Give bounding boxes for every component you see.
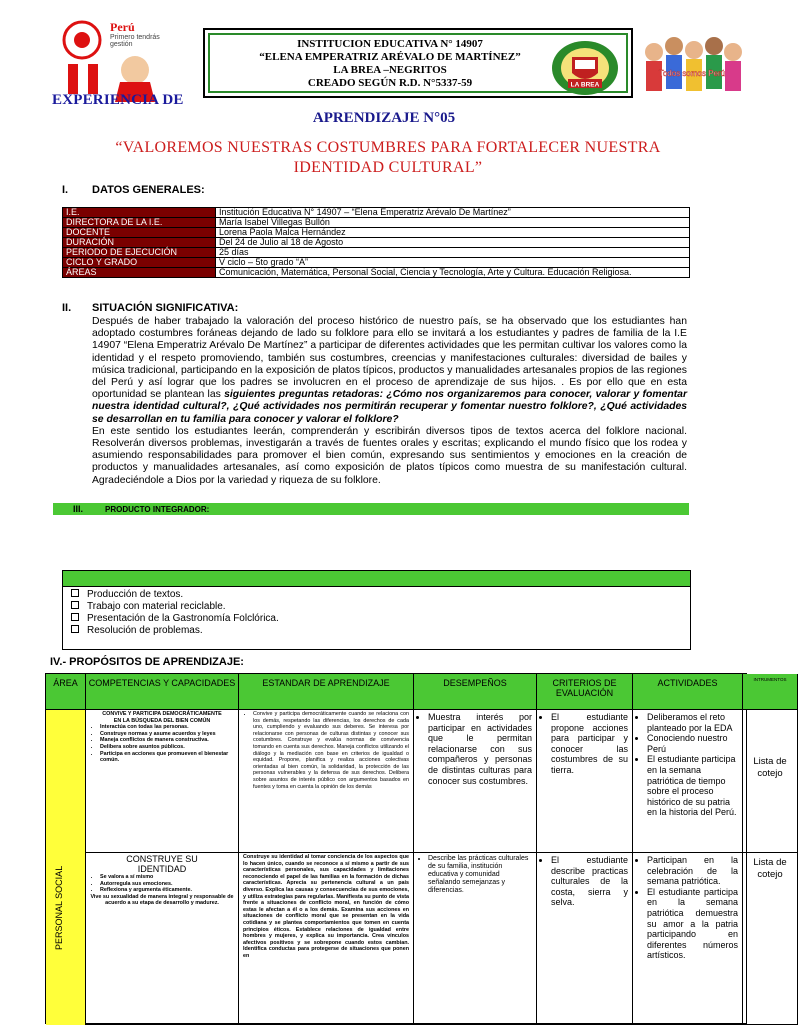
page-title: “VALOREMOS NUESTRAS COSTUMBRES PARA FORTALECER NUESTRA IDENTIDAD CULTURAL” [115, 139, 661, 176]
propositos-table [45, 673, 787, 1024]
datos-value: Institución Educativa N° 14907 – “Elena Emperatriz Arévalo De Martínez” [216, 208, 690, 218]
competencia-cell [86, 853, 239, 1025]
datos-key: CICLO Y GRADO [63, 258, 216, 268]
col-header-instrumentos: INTRUMENTOS [743, 674, 798, 710]
col-header-actividades: ACTIVIDADES [633, 674, 743, 710]
area-name: PERSONAL SOCIAL [54, 865, 64, 950]
datos-key: PERIODO DE EJECUCIÓN [63, 248, 216, 258]
preguntas-retadoras: siguientes preguntas retadoras: ¿Cómo nos organizaremos para conocer, valorar y fomentar nuestra identidad cultural?, ¿Qué actividades nos permitirán recuperar y fomentar nuestro folklore?, ¿Qué actividades se desarrollan en tu familia para conocer y valorar el folklore? [92, 389, 688, 425]
criterio-list [541, 855, 628, 908]
situacion-text [92, 316, 687, 487]
list-item: Producción de textos. [71, 589, 690, 601]
datos-key: ÁREAS [63, 268, 216, 278]
school-line: “ELENA EMPERATRIZ ARÉVALO DE MARTÍNEZ” [259, 51, 521, 63]
list-item: • Construye normas y asume acuerdos y leyes [100, 731, 234, 738]
school-line: INSTITUCION EDUCATIVA N° 14907 [297, 38, 483, 50]
producto-integrador-bar [53, 503, 689, 515]
table-row [63, 248, 690, 258]
col-header-estandar: ESTANDAR DE APRENDIZAJE [239, 674, 414, 710]
section-label: SITUACIÓN SIGNIFICATIVA: [92, 302, 239, 314]
capacidad-text: Vive su sexualidad de manera integral y responsable de acuerdo a su etapa de desarrollo y madurez. [90, 893, 234, 907]
situacion-paragraph: Después de haber trabajado la valoración del proceso histórico de nuestro país, se ha observado que los estudiantes han adoptado costumbres foráneas dejando de lado su folklore para ello se invitará a los estudiantes y padres de familia de la I.E 14907 “Elena Emperatriz Arévalo De Martínez” a participar de diferentes actividades que les permitan cultivar los valores como la identidad y el respeto promoviendo, también sus costumbres, creencias y manifestaciones culturales: diversidad de bailes y música tradicional, participando en la exposición de platos típicos, productos y manualidades artesanales propios de las regiones del Perú y así lograr que los padres se involucren en el proceso de aprendizaje de sus hijos. . Es por ello que en esta oportunidad se plantean las [92, 316, 687, 401]
list-item: • Deliberamos el reto planteado por la EDA [647, 712, 738, 733]
school-info [230, 38, 550, 90]
peru-logo-subtitle: Primero tendrás gestión [110, 34, 160, 48]
school-logo [550, 39, 620, 97]
competencia-cell [86, 710, 239, 853]
kids-caption: Todos somos Perú [658, 69, 726, 78]
desempeno-cell [414, 710, 537, 853]
table-row [63, 268, 690, 278]
children-icon [640, 30, 745, 102]
table-row [63, 218, 690, 228]
kids-illustration [640, 30, 745, 102]
table-row [63, 228, 690, 238]
instrumento-cell: Lista de cotejo [743, 710, 798, 853]
actividades-list [637, 855, 738, 961]
section-number: III. [73, 504, 84, 514]
capacidades-list [90, 724, 234, 764]
section-situacion-heading [62, 302, 238, 314]
criterio-cell [537, 853, 633, 1025]
desempeno-list [418, 855, 532, 895]
datos-value: Lorena Paola Malca Hernández [216, 228, 690, 238]
col-header-criterios: CRITERIOS DE EVALUACIÓN [537, 674, 633, 710]
section-number: I. [62, 184, 69, 196]
school-line: CREADO SEGÚN R.D. N°5337-59 [307, 77, 473, 89]
criterio-text: • El estudiante propone acciones para participar y conocer las costumbres de su tierra. [551, 712, 628, 776]
list-item: • Participa en acciones que promueven el bienestar común. [100, 751, 234, 764]
datos-value: V ciclo – 5to grado “A” [216, 258, 690, 268]
experiencia-label: EXPERIENCIA DE [52, 92, 184, 108]
datos-value: María Isabel Villegas Bullón [216, 218, 690, 228]
aprendizaje-number: APRENDIZAJE N°05 [312, 110, 456, 126]
section-datos-heading [62, 184, 205, 196]
school-header [203, 28, 633, 98]
criterio-list [541, 712, 628, 776]
competencia-title: CONSTRUYE SU IDENTIDAD [126, 854, 198, 874]
productos-header-bar [63, 571, 690, 587]
datos-value: Comunicación, Matemática, Personal Social, Ciencia y Tecnología, Arte y Cultura. Educación Religiosa. [216, 268, 690, 278]
list-item: • Participan en la celebración de la semana patriótica. [647, 855, 738, 887]
list-item: Trabajo con material reciclable. [71, 601, 690, 613]
datos-key: I.E. [63, 208, 216, 218]
desempeno-list [418, 712, 532, 786]
actividades-cell [633, 710, 743, 853]
datos-value: 25 días [216, 248, 690, 258]
instrumento-cell: Lista de cotejo [743, 853, 798, 1025]
list-item: • El estudiante participa en la semana patriótica de tiempo sobre el proceso histórico de su patria en la historia del Perú. [647, 754, 738, 818]
desempeno-text: • Describe las prácticas culturales de su familia, institución educativa y comunidad señalando semejanzas y diferencias. [428, 855, 532, 895]
list-item: Resolución de problemas. [71, 625, 690, 637]
list-item: • Se valora a sí mismo [100, 874, 234, 881]
school-logo-text: LA BREA [570, 81, 600, 89]
productos-box [62, 570, 691, 650]
datos-key: DIRECTORA DE LA I.E. [63, 218, 216, 228]
peru-logo-title: Perú [110, 20, 135, 34]
school-crest-icon [550, 39, 620, 97]
table-row [63, 208, 690, 218]
list-item: • Reflexiona y argumenta éticamente. [100, 887, 234, 894]
table-row [63, 258, 690, 268]
list-item: • Delibera sobre asuntos públicos. [100, 744, 234, 751]
actividades-cell [633, 853, 743, 1025]
productos-list [71, 589, 690, 637]
table-row [63, 238, 690, 248]
datos-key: DURACIÓN [63, 238, 216, 248]
estandar-text: • Convive y participa democráticamente cuando se relaciona con los demás, respetando las diferencias, los derechos de cada uno, cumpliendo y evaluando sus deberes. Se interesa por relacionarse con personas de culturas distintas y conocer sus costumbres. Construye y evalúa normas de convivencia tomando en cuenta sus derechos. Maneja conflictos utilizando el diálogo y la mediación con base en criterios de igualdad o equidad. Propone, planifica y realiza acciones colectivas orientadas al bien común, la solidaridad, la protección de las personas vulnerables y la defensa de sus derechos. Delibera sobre asuntos de interés público con argumentos basados en fuentes y toma en cuenta la opinión de los demás [253, 711, 409, 790]
section-label: DATOS GENERALES: [92, 184, 205, 196]
list-item: • Conociendo nuestro Perú [647, 733, 738, 754]
criterio-text: • El estudiante describe practicas culturales de la costa, sierra y selva. [551, 855, 628, 908]
section-label: PRODUCTO INTEGRADOR: [105, 505, 210, 514]
col-header-area: ÁREA [46, 674, 86, 710]
col-header-desempenos: DESEMPEÑOS [414, 674, 537, 710]
section-propositos-heading: IV.- PROPÓSITOS DE APRENDIZAJE: [50, 656, 244, 668]
capacidades-list [90, 874, 234, 894]
estandar-cell: Construye su identidad al tomar conciencia de los aspectos que lo hacen único, cuando se reconoce a sí mismo a partir de sus características personales, sus capacidades y limitaciones reconociendo el papel de las familias en la formación de dichas características. Aprecia su pertenencia cultural a un país diverso. Explica las causas y consecuencias de sus emociones, y utiliza estrategias para regularlas. Manifiesta su punto de vista frente a situaciones de conflicto moral, en función de cómo estas le afectan a él o a los demás. Examina sus acciones en situaciones de conflicto moral que se presentan en la vida cotidiana y se plantea comportamientos que tomen en cuenta principios éticos. Establece relaciones de igualdad entre hombres y mujeres, y explica su importancia. Crea vínculos afectivos positivos y se sobrepone cuando estos cambian. Identifica conductas para protegerse de situaciones que ponen en [239, 853, 414, 1025]
estandar-cell [239, 710, 414, 853]
estandar-list [243, 711, 409, 790]
area-cell [46, 710, 86, 1025]
datos-generales-table [62, 207, 690, 278]
list-item: • Autorregula sus emociones. [100, 881, 234, 888]
peru-logo [60, 12, 170, 102]
situacion-paragraph: En este sentido los estudiantes leerán, comprenderán y escribirán diversos tipos de textos acerca del folklore nacional. Resolverán diversos problemas, investigarán a través de fuentes orales y escritas; explicando el mundo físico que los rodea y asumiendo responsabilidades para promover el bien común, expresando sus sentimientos y emociones en la creación de productos y manualidades artesanales, así como exposición de platos típicos como muestra de su manifestación cultural. Agradeciéndole a Dios por la variedad y riqueza de su folklore. [92, 425, 687, 486]
competencia-title: CONVIVE Y PARTICIPA DEMOCRÁTICAMENTE EN LA BÚSQUEDA DEL BIEN COMÚN [102, 711, 222, 724]
datos-key: DOCENTE [63, 228, 216, 238]
section-number: II. [62, 302, 72, 314]
col-header-competencias: COMPETENCIAS Y CAPACIDADES [86, 674, 239, 710]
desempeno-text: • Muestra interés por participar en actividades que le permitan relacionarse con sus compañeros y personas de distintas culturas para conocer sus costumbres. [428, 712, 532, 786]
criterio-cell [537, 710, 633, 853]
list-item: • El estudiante participa en la semana patriótica demuestra su amor a la patria participando en diferentes números artísticos. [647, 887, 738, 961]
list-item: • Maneja conflictos de manera constructiva. [100, 737, 234, 744]
actividades-list [637, 712, 738, 818]
desempeno-cell [414, 853, 537, 1025]
list-item: Presentación de la Gastronomía Folclórica. [71, 613, 690, 625]
datos-value: Del 24 de Julio al 18 de Agosto [216, 238, 690, 248]
list-item: • Interactúa con todas las personas. [100, 724, 234, 731]
school-line: LA BREA –NEGRITOS [333, 64, 447, 76]
